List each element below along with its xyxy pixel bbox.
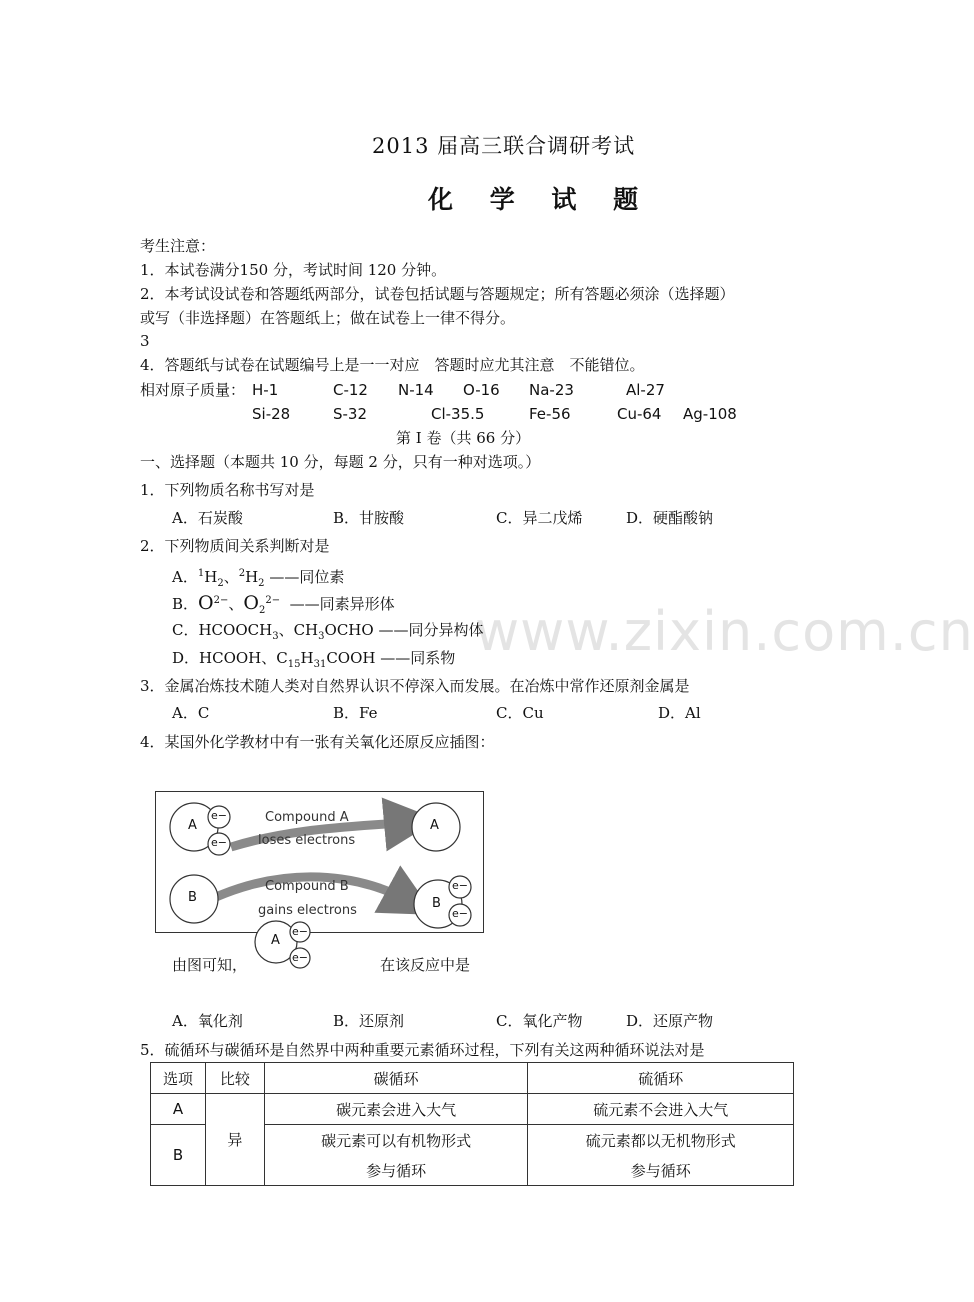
label-e-a1: e− (211, 809, 227, 822)
notice-item-2b: 或写（非选择题）在答题纸上；做在试卷上一律不得分。 (140, 309, 516, 327)
mass-si: Si-28 (252, 405, 291, 423)
q1-option-a: A．石炭酸 (172, 509, 243, 527)
q4-option-a: A．氧化剂 (172, 1012, 243, 1030)
watermark: www.zixin.com.cn (475, 600, 974, 663)
table-row (151, 1094, 794, 1125)
q2-a-relation: ——同位素 (269, 568, 345, 586)
label-compound-b: Compound B (265, 879, 349, 894)
q2-option-a: A．$^1H_2$、$^2H_2$ ——同位素 (172, 568, 345, 589)
q1-option-c: C．异二戊烯 (496, 509, 583, 527)
inline-label-e1: e− (292, 925, 308, 938)
mass-fe: Fe-56 (529, 405, 571, 423)
mass-c: C-12 (333, 381, 368, 399)
inline-label-e2: e− (292, 951, 308, 964)
row-a-sulfur: 硫元素不会进入大气 (528, 1094, 794, 1125)
q4-text-right: 在该反应中是 (380, 956, 471, 974)
inline-compound-a (252, 918, 322, 974)
row-b-sulfur-cont: 参与循环 (528, 1155, 794, 1186)
q2-option-b: B．$O^{2-}$、$O_2^{2-}$ ——同素异形体 (172, 592, 395, 616)
masses-label: 相对原子质量： (140, 381, 246, 399)
section-heading: 一、选择题（本题共 10 分，每题 2 分，只有一种对选项。） (140, 453, 541, 471)
q4-option-b: B．还原剂 (333, 1012, 405, 1030)
part-heading: 第 I 卷（共 66 分） (396, 429, 531, 447)
header-carbon: 碳循环 (264, 1063, 528, 1094)
subject-title: 化 学 试 题 (428, 185, 653, 214)
mass-na: Na-23 (529, 381, 574, 399)
row-b-option: B (151, 1125, 206, 1186)
q3-option-c: C．Cu (496, 704, 544, 722)
label-e-b2: e− (452, 907, 468, 920)
q2-c-relation: ——同分异构体 (378, 621, 484, 639)
q4-option-c: C．氧化产物 (496, 1012, 583, 1030)
mass-cl: Cl-35.5 (431, 405, 485, 423)
q5-table (150, 1062, 794, 1186)
label-b-left: B (188, 890, 197, 905)
label-compound-a: Compound A (265, 810, 349, 825)
q4-text-left: 由图可知， (172, 956, 248, 974)
row-b-carbon-cont: 参与循环 (264, 1155, 528, 1186)
notice-item-3: 3 (140, 332, 150, 350)
mass-o: O-16 (463, 381, 500, 399)
label-gains-electrons: gains electrons (258, 903, 357, 918)
compare-cell: 异 (205, 1094, 264, 1186)
q2-option-d: D．HCOOH、$C_{15}H_{31}COOH$ ——同系物 (172, 649, 456, 670)
q1-option-b: B．甘胺酸 (333, 509, 405, 527)
mass-s: S-32 (333, 405, 368, 423)
table-header-row (151, 1063, 794, 1094)
q3-option-b: B．Fe (333, 704, 378, 722)
q2-option-c: C．$HCOOCH_3$、$CH_3OCHO$ ——同分异构体 (172, 621, 484, 642)
q4-stem: 4．某国外化学教材中有一张有关氧化还原反应插图： (140, 733, 495, 751)
q3-stem: 3．金属冶炼技术随人类对自然界认识不停深入而发展。在冶炼中常作还原剂金属是 (140, 677, 690, 695)
q2-b-relation: ——同素异形体 (289, 595, 395, 613)
row-b-sulfur: 硫元素都以无机物形式 (528, 1125, 794, 1156)
header-sulfur: 硫循环 (528, 1063, 794, 1094)
row-a-option: A (151, 1094, 206, 1125)
mass-ag: Ag-108 (683, 405, 737, 423)
label-a-right: A (430, 818, 439, 833)
label-e-b1: e− (452, 879, 468, 892)
notice-heading: 考生注意： (140, 237, 216, 255)
notice-item-4: 4．答题纸与试卷在试题编号上是一一对应 答题时应尤其注意 不能错位。 (140, 356, 645, 374)
q1-option-d: D．硬酯酸钠 (626, 509, 714, 527)
notice-item-2a: 2．本考试设试卷和答题纸两部分，试卷包括试题与答题规定；所有答题必须涂（选择题） (140, 285, 735, 303)
q5-stem: 5．硫循环与碳循环是自然界中两种重要元素循环过程，下列有关这两种循环说法对是 (140, 1041, 705, 1059)
row-b-carbon: 碳元素可以有机物形式 (264, 1125, 528, 1156)
redox-diagram (155, 791, 484, 933)
label-loses-electrons: loses electrons (258, 833, 356, 848)
header-compare: 比较 (205, 1063, 264, 1094)
mass-cu: Cu-64 (617, 405, 662, 423)
q2-stem: 2．下列物质间关系判断对是 (140, 537, 330, 555)
notice-item-1: 1．本试卷满分150 分，考试时间 120 分钟。 (140, 261, 447, 279)
q1-stem: 1．下列物质名称书写对是 (140, 481, 315, 499)
q4-option-d: D．还原产物 (626, 1012, 714, 1030)
q2-d-relation: ——同系物 (380, 649, 456, 667)
inline-label-a: A (271, 933, 280, 948)
mass-al: Al-27 (626, 381, 665, 399)
q3-option-a: A．C (172, 704, 210, 722)
q3-option-d: D．Al (658, 704, 701, 722)
exam-title: 2013 届高三联合调研考试 (372, 134, 636, 158)
header-option: 选项 (151, 1063, 206, 1094)
label-b-right: B (432, 896, 441, 911)
label-e-a2: e− (211, 836, 227, 849)
mass-h: H-1 (252, 381, 279, 399)
row-a-carbon: 碳元素会进入大气 (264, 1094, 528, 1125)
mass-n: N-14 (398, 381, 434, 399)
label-a-left: A (188, 818, 197, 833)
